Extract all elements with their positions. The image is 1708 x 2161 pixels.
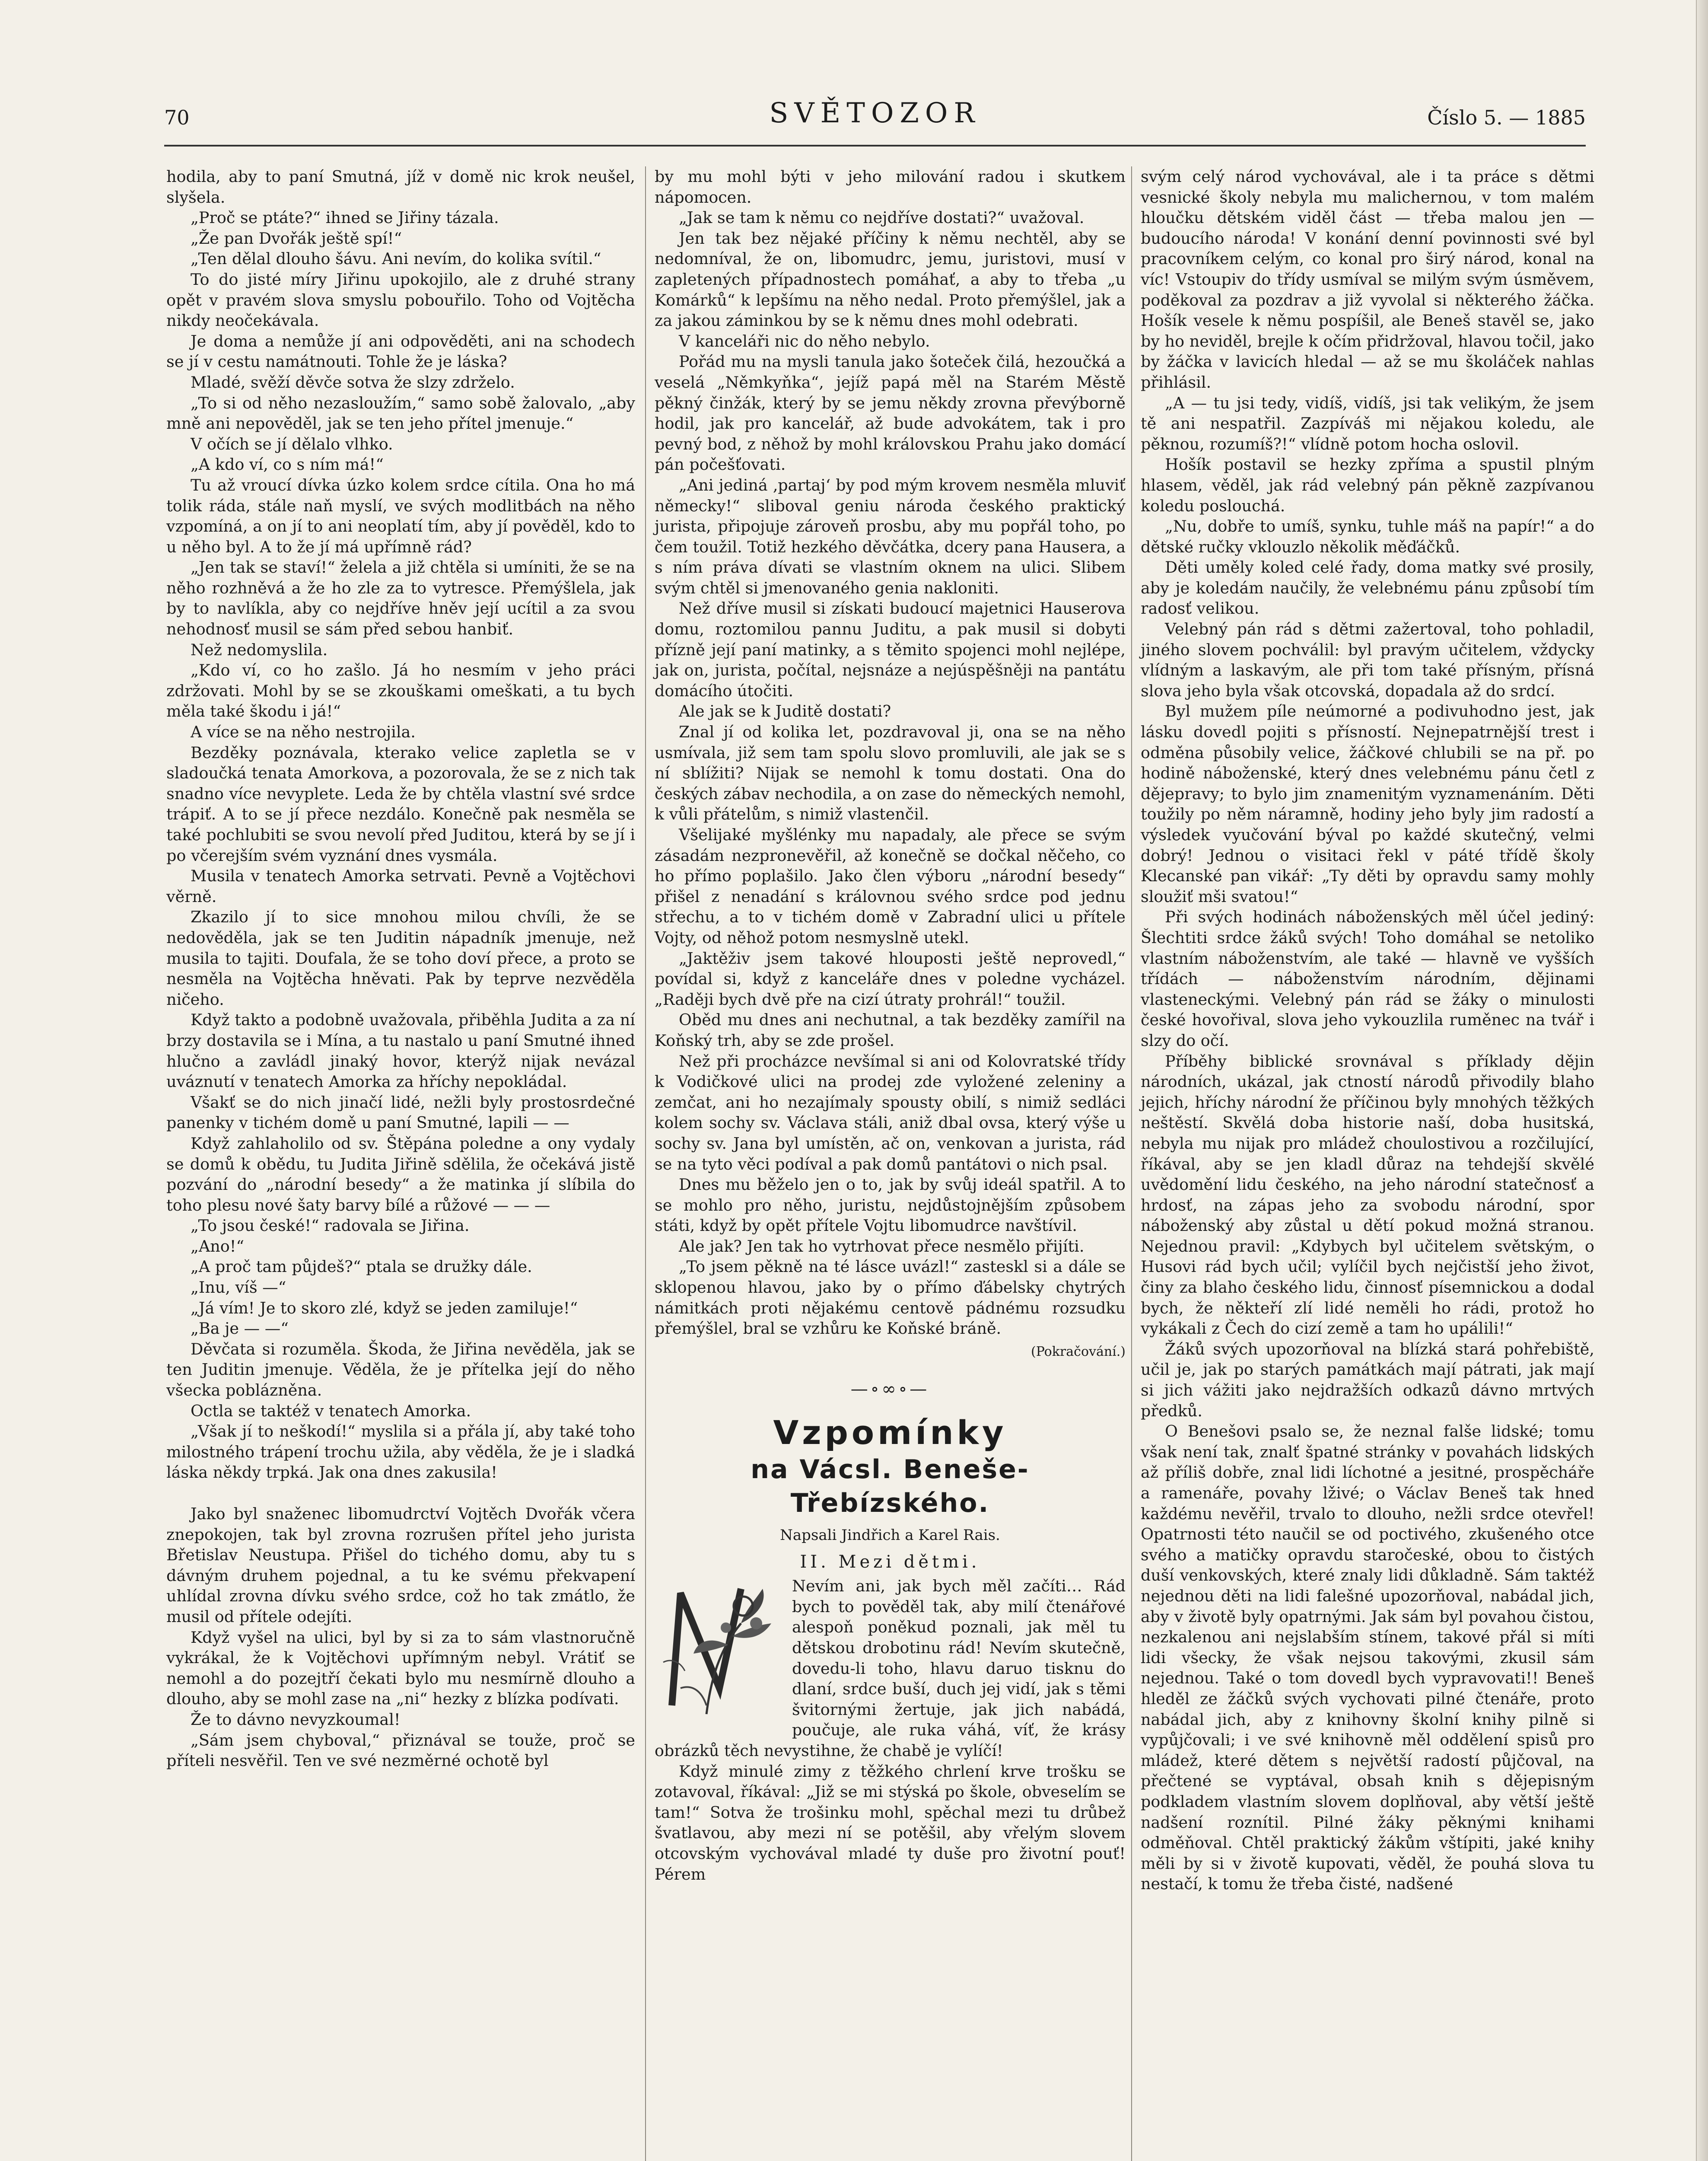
paragraph: by mu mohl býti v jeho milování radou i skutkem nápomocen.: [655, 167, 1126, 207]
page-number: 70: [164, 106, 190, 129]
paragraph: Když minulé zimy z těžkého chrlení krve trošku se zotavoval, říkával: „Již se mi stýská po škole, obveselím se tam!“ Sotva že trošinku mohl, spěchal mezi tu drůbež švatlavou, aby mezi ní se potěšil, aby vřelým slovem otcovským vychovával mladé ty duše pro životní pouť! Pérem: [655, 1762, 1126, 1884]
paragraph: Jako byl snaženec libomudrctví Vojtěch Dvořák včera znepokojen, tak byl zrovna rozrušen přítel jeho jurista Břetislav Neustupa. Přišel do tichého domu, aby tu s dávným druhem pojednal, a tu ke svému překvapení uhlídal zrovna dívku svého srdce, což ho tak zmátlo, že musil od přítele odejíti.: [166, 1504, 635, 1626]
paragraph: „Sám jsem chyboval,“ přiznával se touže, proč se příteli nesvěřil. Ten ve své nezměrné ochotě byl: [166, 1731, 635, 1770]
paragraph: V kanceláři nic do něho nebylo.: [679, 331, 930, 351]
paragraph: Žáků svých upozorňoval na blízká stará pohřebiště, učil je, jak po starých památkách mají pátrati, jak mají si jich vážiti jako nejdražších odkazů dávno mrtvých předků.: [1141, 1339, 1594, 1420]
paragraph: Musila v tenatech Amorka setrvati. Pevně a Vojtěchovi věrně.: [166, 867, 635, 906]
paragraph: „A — tu jsi tedy, vidíš, vidíš, jsi tak velikým, že jsem tě ani nespatřil. Zazpíváš mi nějakou koledu, ale pěknou, rozumíš?!“ vlídně potom hocha oslovil.: [1141, 393, 1594, 453]
paragraph: Děti uměly koled celé řady, doma matky své prosily, aby je koledám naučily, že velebnému pánu způsobí tím radosť velikou.: [1141, 558, 1594, 618]
paragraph: Než při procházce nevšímal si ani od Kolovratské třídy k Vodičkové ulici na prodej zde vyložené zeleniny a zemčat, ani ho nezajímaly spousty obilí, s nimiž sedláci kolem sochy sv. Václava stáli, aniž dbal ovsa, který výše u sochy sv. Jana byl umístěn, ač on, venkovan a jurista, rád se na tyto věci podíval a pak domů pantátovi o nich psal.: [655, 1052, 1126, 1173]
continued-note: (Pokračování.): [1031, 1344, 1126, 1359]
paragraph: „Jen tak se staví!“ želela a již chtěla si umíniti, že se na něho rozhněvá a že ho zle za to vytresce. Přemýšlela, jak by to navlíkla, aby co nejdříve hněv její ucítil a za svou nehodnosť musil se sám před sebou hanbiť.: [166, 558, 635, 639]
paragraph: Mladé, svěží děvče sotva že slzy zdrželo.: [191, 373, 515, 392]
paragraph: Ale jak? Jen tak ho vytrhovat přece nesmělo přijíti.: [679, 1237, 1085, 1256]
paragraph: Při svých hodinách náboženských měl účel jediný: Šlechtiti srdce žáků svých! Toho domáhal se netoliko vlastním náboženstvím, ale také — hlavně ve vyšších třídách — náboženstvím národním, dějinami vlasteneckými. Velebný pán rád se žáky o minulosti české hovořival, slova jeho vykouzlila ruměnec na tvář i slzy do očí.: [1141, 908, 1594, 1050]
column-1: [166, 166, 635, 1771]
paragraph: „A proč tam půjdeš?“ ptala se družky dále.: [191, 1257, 532, 1276]
paragraph: „To jsem pěkně na té lásce uvázl!“ zasteskl si a dále se sklopenou hlavou, jako by o přímo ďábelsky chytrých námitkách proti nějakému centově pádnému rozsudku přemýšlel, bral se vzhůru ke Koňské bráně.: [655, 1257, 1126, 1338]
journal-title: SVĚTOZOR: [769, 97, 981, 129]
paragraph: To do jisté míry Jiřinu upokojilo, ale z druhé strany opět v pravém slova smyslu pobouřilo. Toho od Vojtěcha nikdy neočekávala.: [166, 270, 635, 330]
column-rule: [1131, 166, 1132, 2161]
paragraph: Zkazilo jí to sice mnohou milou chvíli, že se nedověděla, jak se ten Juditin nápadník jmenuje, než musila to tajiti. Doufala, že se toho doví přece, a proto se nesměla na Vojtěcha hněvati. Pak by teprve nezvěděla ničeho.: [166, 908, 635, 1009]
paragraph: Znal jí od kolika let, pozdravoval ji, ona se na něho usmívala, již sem tam spolu slovo promluvili, ale jak se s ní sblížiti? Nijak se nemohl k tomu dostati. Ona do českých zábav nechodila, a on zase do německých nemohl, k vůli přátelům, s nimiž vlastenčil.: [655, 723, 1126, 824]
paragraph: „To jsou české!“ radovala se Jiřina.: [191, 1216, 470, 1235]
paragraph: Děvčata si rozuměla. Škoda, že Jiřina nevěděla, jak se ten Juditin jmenuje. Věděla, že je přítelka její do něho všecka poblázněna.: [166, 1339, 635, 1400]
column-3: [1141, 166, 1594, 1894]
paragraph: Když vyšel na ulici, byl by si za to sám vlastnoručně vykrákal, že k Vojtěchovi upřímným nebyl. Vrátiť se nemohl a do pozejtří čekati bylo mu nesmírně dlouho a dlouho, aby se mohl zase na „ni“ hezky z blízka podívati.: [166, 1628, 635, 1708]
issue-info: Číslo 5. — 1885: [1427, 106, 1586, 129]
article-byline: Napsali Jindřich a Karel Rais.: [780, 1527, 1000, 1544]
paragraph: Byl mužem píle neúmorné a podivuhodno jest, jak lásku dovedl pojiti s přísností. Nejnepatrnější trest i odměna působily velice, žáčkové chlubili se na př. po hodině náboženské, který dnes velebnému pánu četl z dějepravy; to bylo jim znamenitým vyznamenáním. Děti toužily po něm náramně, hodiny jeho byly jim radostí a výsledek vyučování býval po každé skutečný, velmi dobrý! Jednou o visitaci řekl v páté třídě školy Klecanské pan vikář: „Ty děti by opravdu samy mohly sloužiť mši svatou!“: [1141, 702, 1594, 906]
paragraph: „Já vím! Je to skoro zlé, když se jeden zamiluje!“: [191, 1298, 578, 1317]
paragraph: Tu až vroucí dívka úzko kolem srdce cítila. Ona ho má tolik ráda, stále naň myslí, ve svých modlitbách na něho vzpomíná, a on jí to ani neoplatí tím, aby jí pověděl, kdo to u něho byl. A to že jí má upřímně rád?: [166, 475, 635, 556]
article-body: [655, 1576, 1126, 1884]
header-rule: [164, 145, 1586, 147]
paragraph: „Kdo ví, co ho zašlo. Já ho nesmím v jeho práci zdržovati. Mohl by se se zkouškami omeškati, a tu bych měla také škodu i já!“: [166, 661, 635, 721]
paragraph: Než nedomyslila.: [191, 640, 328, 659]
paragraph: Nevím ani, jak bych měl začíti… Rád bych to pověděl tak, aby milí čtenářové alespoň poněkud poznali, jak měl tu dětskou drobotinu rád! Nevím skutečně, dovedu-li toho, hlavu daruo tisknu do dlaní, srdce buší, duch jej vidí, jak s těmi švitornými žertuje, jak jich nabádá, poučuje, ale ruka váhá, víť, že krásy obrázků těch nevystihne, že chabě je vylíčí!: [655, 1577, 1126, 1760]
paragraph: Příběhy biblické srovnával s příklady dějin národních, ukázal, jak ctností národů přivodily blaho jejich, hříchy národní že příčinou byly mnohých těžkých neštěstí. Skvělá doba historie naší, doba husitská, nebyla mu nijak pro mládež choulostivou a rozčilující, říkával, aby se jen kladl důraz na tehdejší skvělé uvědomění lidu českého, na jeho národní statečnosť a hrdosť, na zápas jeho za svobodu národní, spor náboženský aby zůstal u dětí pokud možná stranou. Nejednou pravil: „Kdybych byl učitelem světským, o Husovi rád bych učil; vylíčil bych nejčistší jeho život, činy za blaho českého lidu, činnosť písemnickou a dodal bych, že někteří zlí lidé neměli ho rádi, protož ho vykákali z Čech do cizí země a tam ho upálili!“: [1141, 1052, 1594, 1338]
floral-initial-illustration: [655, 1576, 784, 1718]
paragraph: „Ani jediná ‚partaj‘ by pod mým krovem nesměla mluviť německy!“ sliboval geniu národa českého praktický jurista, připojuje zároveň prosbu, aby mu popřál toho, po čem toužil. Totiž hezkého děvčátka, dcery pana Hausera, a s ním práva dívati se vlastním oknem na ulici. Slibem svým chtěl si jmenovaného genia nakloniti.: [655, 475, 1126, 597]
paragraph: Oběd mu dnes ani nechutnal, a tak bezděky zamířil na Koňský trh, aby se zde prošel.: [655, 1010, 1126, 1050]
page-header: [164, 97, 1586, 149]
paragraph: „Ano!“: [191, 1237, 245, 1256]
paragraph: Pořád mu na mysli tanula jako šoteček čilá, hezoučká a veselá „Němkyňka“, jejíž papá měl na Starém Městě pěkný činžák, který by se jemu někdy zrovna převýborně hodil, jak pro kancelář, až bude advokátem, tak i pro pevný bod, z něhož by mohl královskou Prahu jako domácí pán počešťovati.: [655, 352, 1126, 474]
paragraph: „Že pan Dvořák ještě spí!“: [191, 229, 402, 248]
column-2: [655, 166, 1126, 1884]
paragraph: V očích se jí dělalo vlhko.: [191, 434, 393, 453]
article-title: Vzpomínky: [773, 1413, 1007, 1452]
paragraph: Hošík postavil se hezky zpříma a spustil plným hlasem, věděl, jak rád velebný pán pěkně zazpívanou koledu poslouchá.: [1141, 455, 1594, 515]
flower-icon: [655, 1576, 784, 1718]
paragraph: „Však jí to neškodí!“ myslila si a přála jí, aby také toho milostného trápení trochu užila, aby věděla, že je i sladká láska někdy trpká. Jak ona dnes zakusila!: [166, 1422, 635, 1482]
section-ornament: —∘∞∘—: [850, 1379, 930, 1399]
paragraph: O Benešovi psalo se, že neznal falše lidské; tomu však není tak, znalť špatné stránky v povahách lidských až příliš dobře, znal lidi líchotné a jesitné, prospěcháře a ramenáře, povahy lživé; o Václav Beneš tak hned každému nevěřil, trvalo to dlouho, nežli srdce otevřel! Opatrnosti této naučil se od poctivého, zkušeného otce svého a matičky opravdu staročeské, obou to čistých duší venkovských, které znaly lidi důkladně. Sám taktéž nejednou děti na lidi falešné upozorňoval, nabádal jich, aby v životě byly opatrnými. Jak sám byl povahou čistou, nezkalenou ani nejslabším stínem, takové přál si míti lidi všecky, že však nejsou takovými, zkusil sám nejednou. Také o tom dovedl bych vypravovati!! Beneš hleděl ze žáčků svých vychovati pilné čtenáře, proto nabádal jich, aby z knihovny školní knihy pilně si vypůjčovali; i ve své knihovně měl oddělení spisů pro mládež, které dětem s největší radostí půjčoval, na přečtené se vyptával, obsah knih s dějepisným podkladem vlastním slovem doplňoval, aby větší ještě nadšení roznítil. Pilné žáky pěknými knihami odměňoval. Chtěl praktický žákům vštípiti, jaké knihy měli by si v životě kupovati, věděl, že pouhá slova tu nestačí, k tomu že třeba čisté, nadšené: [1141, 1422, 1594, 1893]
paragraph: „Ten dělal dlouho šávu. Ani nevím, do kolika svítil.“: [191, 249, 601, 268]
paragraph: „Ba je — —“: [191, 1319, 289, 1338]
binding-edge: [1696, 0, 1708, 2161]
paragraph: hodila, aby to paní Smutná, jíž v domě nic krok neušel, slyšela.: [166, 167, 635, 207]
paragraph: Velebný pán rád s dětmi zažertoval, toho pohladil, jiného slovem pochválil: byl pravým učitelem, vždycky vlídným a laskavým, ale při tom také přísným, přísná slova jeho byla však otcovská, dopadala až do srdcí.: [1141, 620, 1594, 700]
paragraph: „Inu, víš —“: [191, 1278, 286, 1297]
paragraph: Bezděky poznávala, kterako velice zapletla se v sladoučká tenata Amorkova, a pozorovala, že se z nich tak snadno více nevyplete. Leda že by chtěla vlastní své srdce trápiť. A to se jí přece nezdálo. Konečně pak nesměla se také pochlubiti se svou nevolí před Juditou, která by se jí i po včerejším svém vyznání dnes vysmála.: [166, 743, 635, 865]
paragraph: Že to dávno nevyzkoumal!: [191, 1710, 401, 1729]
paragraph: „A kdo ví, co s ním má!“: [191, 455, 384, 474]
paragraph: Jen tak bez nějaké příčiny k němu nechtěl, aby se nedomníval, že on, libomudrc, jemu, juristovi, musí v zapletených případnostech pomáhať, a aby to třeba „u Komárků“ k lepšímu na něho nedal. Proto přemýšlel, jak a za jakou záminkou by se k němu dnes mohl odebrati.: [655, 229, 1126, 330]
paragraph: Když takto a podobně uvažovala, přiběhla Judita a za ní brzy dostavila se i Mína, a tu nastalo u paní Smutné ihned hlučno a zavládl jinaký hovor, kterýž nijak nevázal uváznutí v tenatech Amorka za hříchy nepokládal.: [166, 1010, 635, 1091]
paragraph: Dnes mu běželo jen o to, jak by svůj ideál spatřil. A to se mohlo pro něho, juristu, nejdůstojnějším způsobem státi, když by opět přítele Vojtu libomudrce navštívil.: [655, 1175, 1126, 1235]
paragraph: Všelijaké myšlénky mu napadaly, ale přece se svým zásadám nezpronevěřil, až konečně se dočkal něčeho, co ho přímo poplašilo. Jako člen výboru „národní besedy“ přišel z nenadání s královnou svého srdce pod jednu střechu, a to v tichém domě v Zabradní ulici u přítele Vojty, od něhož potom nesmyslně utekl.: [655, 826, 1126, 947]
paragraph: Je doma a nemůže jí ani odpověděti, ani na schodech se jí v cestu namátnouti. Tohle že je láska?: [166, 331, 635, 371]
paragraph: Ale jak se k Juditě dostati?: [679, 702, 891, 721]
paragraph: „Jaktěživ jsem takové hlouposti ještě neprovedl,“ povídal si, když z kanceláře dnes v poledne vycházel. „Raději bych dvě pře na cizí útraty prohrál!“ toužil.: [655, 949, 1126, 1009]
paragraph: Když zahlaholilo od sv. Štěpána poledne a ony vydaly se domů k obědu, tu Judita Jiřině sdělila, že očekává jistě pozvání do „národní besedy“ a že matinka jí slíbila do toho plesu nové šaty barvy bílé a růžové — — —: [166, 1134, 635, 1214]
column-rule: [645, 166, 646, 2161]
paragraph: svým celý národ vychovával, ale i ta práce s dětmi vesnické školy nebyla mu malichernou, v tom malém hloučku dětském viděl část — třeba malou jen — budoucího národa! V konání denní povinnosti své byl pracovníkem celým, co konal pro širý národ, konal na víc! Vstoupiv do třídy usmíval se milým svým úsměvem, poděkoval za pozdrav a již vyvolal si některého žáčka. Hošík vesele k němu pospíšil, ale Beneš stavěl se, jako by ho neviděl, brejle k očím přidržoval, hlavou točil, jako by žáčka v lavicích hledal — až se mu školáček nahlas přihlásil.: [1141, 167, 1594, 392]
paragraph: „Nu, dobře to umíš, synku, tuhle máš na papír!“ a do dětské ručky vklouzlo několik měďáčků.: [1141, 517, 1594, 556]
paragraph: Než dříve musil si získati budoucí majetnici Hauserova domu, roztomilou pannu Juditu, a pak musil si dobyti přízně její paní matinky, a s těmito spojenci mohl nejlépe, jak on, jurista, počítal, nejsnáze a nejúspěšněji na pantátu domácího útočiti.: [655, 599, 1126, 700]
paragraph: „Proč se ptáte?“ ihned se Jiřiny tázala.: [191, 208, 499, 227]
article-subtitle: na Vácsl. Beneše-Třebízského.: [751, 1454, 1030, 1519]
paragraph: A více se na něho nestrojila.: [191, 723, 416, 742]
paragraph: Octla se taktéž v tenatech Amorka.: [191, 1401, 471, 1420]
paragraph: „To si od něho nezasloužím,“ samo sobě žalovalo, „aby mně ani nepověděl, jak se ten jeho přítel jmenuje.“: [166, 393, 635, 433]
paragraph: „Jak se tam k němu co nejdříve dostati?“ uvažoval.: [679, 208, 1085, 227]
section-heading: II. Mezi dětmi.: [800, 1552, 980, 1572]
paragraph: Všakť se do nich jinačí lidé, nežli byly prostosrdečné panenky v tichém domě u paní Smutné, lapili — —: [166, 1093, 635, 1132]
